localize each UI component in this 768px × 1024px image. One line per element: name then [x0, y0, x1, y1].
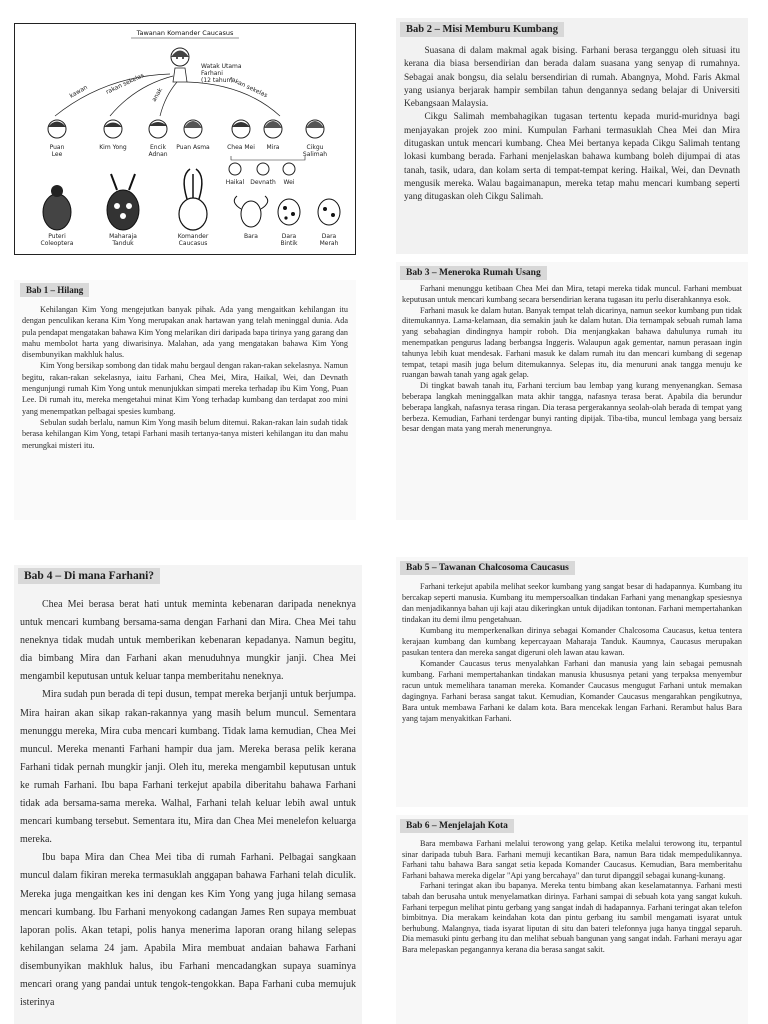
chapter-4-paragraph: Mira sudah pun berada di tepi dusun, tempat mereka berjanji untuk berjumpa. Mira hairan akan sikap rakan-rakannya yang masih belum muncul. Sementara menunggu mereka, Mira cuba mencari kumbang. Tidak lama kemudian, Chea Mei muncul. Mereka menanti Farhani hampir dua jam. Mereka berasa pelik kerana Farhani tidak pernah mungkir janji. Oleh itu, mereka mengambil keputusan untuk ke rumah Farhani. Ibu bapa Farhani terkejut apabila diberitahu bahawa Farhani tidak ada bersama-sama mereka. Walhal, Farhani telah keluar lebih awal untuk mencari kumbang tersebut. Sementara itu, Mira dan Chea Mei menelefon keluarga mereka.	[20, 689, 356, 846]
beetle-maharaja-tanduk	[107, 174, 139, 247]
chapter-3-paragraph: Farhani menunggu ketibaan Chea Mei dan Mira, tetapi mereka tidak muncul. Farhani membuat keputusan untuk mencari kumbang secara bersendirian kerana tugasan itu perlu diserahkannya esok.	[402, 284, 742, 304]
svg-text:Dara: Dara	[321, 233, 337, 240]
svg-text:Coleoptera: Coleoptera	[40, 240, 74, 247]
chapter-6-title: Bab 6 – Menjelajah Kota	[400, 819, 514, 833]
chapter-2-summary	[396, 18, 748, 254]
svg-text:Haikal: Haikal	[225, 179, 245, 186]
relation-rakan-sekelas-right: rakan sekelas	[228, 75, 269, 100]
chapter-1-paragraph: Kehilangan Kim Yong mengejutkan banyak pihak. Ada yang mengaitkan kehilangan itu dengan penculikan kerana Kim Yong merupakan anak hartawan yang telah meninggal dunia. Ada pula pendapat mengatakan bahawa Kim Yong melarikan diri daripada bapa tirinya yang garang dan mahu membolot harta yang diwarisinya. Malahan, ada yang mengatakan bahawa Kim Yong disembunyikan makhluk halus.	[22, 305, 348, 360]
chapter-1-summary	[14, 280, 356, 520]
person-puan-asma	[176, 120, 210, 151]
svg-text:Maharaja: Maharaja	[109, 233, 137, 240]
chapter-5-paragraph: Komander Caucasus terus menyalahkan Farhani dan manusia yang lain sebagai pemusnah kumbang. Farhani mempertahankan tindakan manusia khususnya petani yang terpaksa menyembur racun untuk memelihara tanaman mereka. Komander Caucasus mengugut Farhani untuk memakan dagingnya. Farhani berasa sangat takut. Kemudian, Komander Caucasus mengarahkan pengikutnya, Bara untuk membawa Farhani ke dalam kota. Bara mencekak lengan Farhani. Rerambut halus Bara yang tajam menyakitkan Farhani.	[402, 659, 742, 723]
chapter-1-paragraph: Sebulan sudah berlalu, namun Kim Yong masih belum ditemui. Rakan-rakan lain sudah tidak berasa kehilangan Kim Yong, tetapi Farhani masih tertanya-tanya misteri kehilangan itu dan mahu merungkai misteri itu.	[22, 417, 348, 450]
chapter-6-paragraph: Bara membawa Farhani melalui terowong yang gelap. Ketika melalui terowong itu, terpantul sinar daripada tubuh Bara. Farhani memuji kecantikan Bara, namun Bara tidak mempedulikannya. Farhani tahu bahawa Bara sangat setia kepada Komander Caucasus. Kemudian, Bara memberitahu Farhani bahawa mereka digelar "Api yang bercahaya" dan turut dipanggil sebagai kunang-kunang.	[402, 839, 742, 880]
chapter-4-title: Bab 4 – Di mana Farhani?	[18, 568, 160, 584]
chapter-3-summary	[396, 262, 748, 520]
chapter-3-title: Bab 3 – Meneroka Rumah Usang	[400, 266, 547, 280]
beetle-dara-bintik	[278, 199, 300, 247]
beetle-bara	[234, 196, 267, 240]
svg-text:Devnath: Devnath	[250, 179, 276, 186]
chapter-4-summary	[14, 565, 362, 1024]
family-tree-illustration	[14, 23, 356, 255]
svg-text:Mira: Mira	[266, 144, 280, 151]
chapter-2-paragraph: Suasana di dalam makmal agak bising. Farhani berasa terganggu oleh situasi itu kerana dia biasa bersendirian dan berada dalam suasana yang senyap di rumahnya. Sebagai anak bongsu, dia selalu bersendirian di rumah. Abangnya, Mohd. Faris Akmal yang usianya berjarak hampir sembilan tahun dengannya sedang belajar di Universiti Kebangsaan Malaysia.	[404, 46, 740, 110]
chapter-6-body	[396, 833, 748, 956]
chapter-4-paragraph: Chea Mei berasa berat hati untuk meminta kebenaran daripada neneknya untuk mencari kumbang bersama-sama dengan Farhani dan Mira. Chea Mei tahu neneknya tidak mudah untuk memberikan kebenaran kepadanya. Namun begitu, dia bimbang Mira dan Farhani akan menuduhnya mungkir janji. Chea Mei mengambil keputusan untuk keluar tanpa memberitahu neneknya.	[20, 599, 356, 683]
svg-text:Salimah: Salimah	[302, 151, 328, 158]
svg-text:Adnan: Adnan	[148, 151, 168, 158]
chapter-1-paragraph: Kim Yong bersikap sombong dan tidak mahu bergaul dengan rakan-rakan sekelasnya. Namun begitu, rakan-rakan sekelasnya, iaitu Farhani, Chea Mei, Mira, Haikal, Wei, dan Devnath mengunjungi rumah Kim Yong untuk menunjukkan simpati mereka terhadap ibu Kim Yong, Puan Lee. Di rumah itu, mereka mengetahui minat Kim Yong terhadap kumbang dan terdapat zoo mini yang menempatkan pelbagai spesies kumbang.	[22, 361, 348, 416]
svg-text:Komander: Komander	[177, 233, 209, 240]
svg-text:Lee: Lee	[51, 151, 63, 158]
relation-kawan: kawan	[68, 83, 89, 100]
beetle-komander-caucasus	[178, 169, 209, 247]
person-devnath	[250, 163, 276, 186]
svg-text:Caucasus: Caucasus	[178, 240, 208, 247]
person-puan-lee	[48, 120, 66, 158]
chapter-5-body	[396, 575, 748, 724]
svg-text:Puan: Puan	[49, 144, 65, 151]
person-cikgu-salimah	[303, 120, 327, 158]
svg-text:Wei: Wei	[283, 179, 295, 186]
svg-text:Kim Yong: Kim Yong	[99, 144, 127, 151]
chapter-3-paragraph: Di tingkat bawah tanah itu, Farhani tercium bau lembap yang kurang menyenangkan. Semasa beberapa langkah meninggalkan mata akhir tangga, nafasnya terasa berat. Apabila dia berundur beberapa langkah, nafasnya terasa ringan. Dia terasa pergerakannya seolah-olah berada di tempat yang berbeza. Kemudian, Farhani terdengar bunyi ranting dipijak. Tiba-tiba, muncul lembaga yang bersaiz besar dengan mata yang merah menerungnya.	[402, 381, 742, 434]
svg-text:Merah: Merah	[319, 240, 339, 247]
svg-text:Chea Mei: Chea Mei	[227, 144, 255, 151]
chapter-5-paragraph: Farhani terkejut apabila melihat seekor kumbang yang sangat besar di hadapannya. Kumbang itu bercakap seperti manusia. Kumbang itu mempersoalkan tindakan Farhani yang menangkap spesiesnya dan menjadikannya bahan uji kaji atau dikeringkan untuk dijadikan tontonan. Farhani mempertahankan tindakan itu demi ilmu pengetahuan.	[402, 582, 742, 624]
svg-text:Cikgu: Cikgu	[306, 144, 324, 151]
chapter-3-body	[396, 280, 748, 435]
beetle-puteri-coleoptera	[41, 185, 74, 247]
center-label-1: Watak Utama	[201, 63, 242, 70]
relation-anak: anak	[150, 86, 165, 103]
person-kim-yong	[99, 120, 127, 151]
chapter-4-paragraph: Ibu bapa Mira dan Chea Mei tiba di rumah Farhani. Pelbagai sangkaan muncul dalam fikiran mereka termasuklah anggapan bahawa Farhani telah diculik. Mereka juga mengaitkan kes ini dengan kes Kim Yong yang juga hilang semasa mencari kumbang. Ibu Farhani menyokong cadangan James Ren supaya membuat laporan polis. Akan tetapi, polis hanya menerima laporan orang hilang selepas kehilangan selama 24 jam. Apabila Mira membuat andaian bahawa Farhani disembunyikan makhluk halus, ibu Farhani mencadangkan supaya suaminya mencari orang yang pandai untuk tengok-tengokkan. Bapa Farhani cuba memujuk isterinya	[20, 852, 356, 1009]
chapter-6-summary	[396, 815, 748, 1024]
chapter-4-body	[14, 584, 362, 1012]
chapter-3-paragraph: Farhani masuk ke dalam hutan. Banyak tempat telah dicarinya, namun seekor kumbang pun tidak ditemukannya. Lama-kelamaan, dia semakin jauh ke dalam hutan. Dia ternampak sebuah rumah lama yang sebahagian dindingnya hampir roboh. Dia menjangkakan bahawa dahulunya rumah itu menempatkan pengurus ladang berbangsa Inggeris. Walaupun agak gementar, namun perasaan ingin tahunya lebih kuat mendesak. Farhani masuk ke dalam rumah itu dan mencari kumbang di segenap tempat, tetapi masih juga belum ditemukannya. Selepas itu, dia menuruni anak tangga menuju ke ruangan bawah tanah yang agak gelap.	[402, 305, 742, 380]
person-haikal	[226, 163, 245, 186]
chapter-1-body	[14, 298, 356, 451]
chapter-2-title: Bab 2 – Misi Memburu Kumbang	[400, 22, 564, 37]
chapter-1-title: Bab 1 – Hilang	[20, 283, 89, 297]
svg-text:Puan Asma: Puan Asma	[176, 144, 210, 151]
chapter-5-summary	[396, 557, 748, 807]
chapter-2-paragraph: Cikgu Salimah membahagikan tugasan tertentu kepada murid-muridnya bagi menjayakan projek zoo mini. Kumpulan Farhani termasuklah Chea Mei dan Mira ditugaskan untuk mencari kumbang. Chea Mei bertanya kepada Cikgu Salimah tentang lokasi kumbang berada. Farhani menjelaskan bahawa kumbang boleh dijumpai di atas tanah, tasik, udara, dan kolam serta di tempat-tempat kering. Haikal, Wei, dan Devnath mengusik mereka. Walau bagaimanapun, mereka tetap mahu mencari kumbang seperti yang ditugaskan oleh Cikgu Salimah.	[404, 112, 740, 203]
person-chea-mei	[227, 120, 255, 151]
relation-rakan-sekelas-left: rakan sekelas	[104, 72, 146, 96]
svg-text:Tanduk: Tanduk	[112, 240, 134, 247]
center-label-2: Farhani	[201, 70, 223, 77]
person-encik-adnan	[148, 120, 167, 158]
svg-text:Bintik: Bintik	[280, 240, 298, 247]
svg-text:Dara: Dara	[281, 233, 297, 240]
family-tree-drawing	[15, 24, 355, 254]
person-mira	[264, 120, 282, 151]
chapter-5-paragraph: Kumbang itu memperkenalkan dirinya sebagai Komander Chalcosoma Caucasus, ketua tentera kerajaan kumbang dan kumbang kepercayaan Maharaja Tanduk. Kaumnya, Caucasus merupakan pasukan tentera dan mereka sangat digeruni oleh lawan atau kawan.	[402, 626, 742, 657]
chapter-6-paragraph: Farhani teringat akan ibu bapanya. Mereka tentu bimbang akan keselamatannya. Farhani mesti tabah dan berusaha untuk menyelamatkan dirinya. Farhani sampai di sebuah kota yang sangat kukuh. Farhani terpegun melihat pintu gerbang yang sangat indah di hadapannya. Farhani teringat akan telefon bimbitnya. Dia merakam keindahan kota dan pintu gerbang itu sambil mengamati isyarat untuk berhubung. Malangnya, tiada isyarat liputan di situ dan bateri telefonnya juga hanya tinggal separuh. Dia memasuki pintu gerbang itu dan melihat sebuah bangunan yang sangat indah. Farhani merayu agar Bara melepaskan pegangannya kerana dia berasa sangat sakit.	[402, 881, 742, 954]
chapter-2-body	[396, 37, 748, 205]
beetle-dara-merah	[318, 199, 340, 247]
svg-text:Encik: Encik	[149, 144, 167, 151]
svg-text:Bara: Bara	[244, 233, 258, 240]
chapter-5-title: Bab 5 – Tawanan Chalcosoma Caucasus	[400, 561, 575, 575]
center-label-3: (12 tahun)	[201, 77, 233, 84]
person-wei	[283, 163, 295, 186]
svg-text:Puteri: Puteri	[48, 233, 66, 240]
tree-title: Tawanan Komander Caucasus	[136, 29, 234, 37]
